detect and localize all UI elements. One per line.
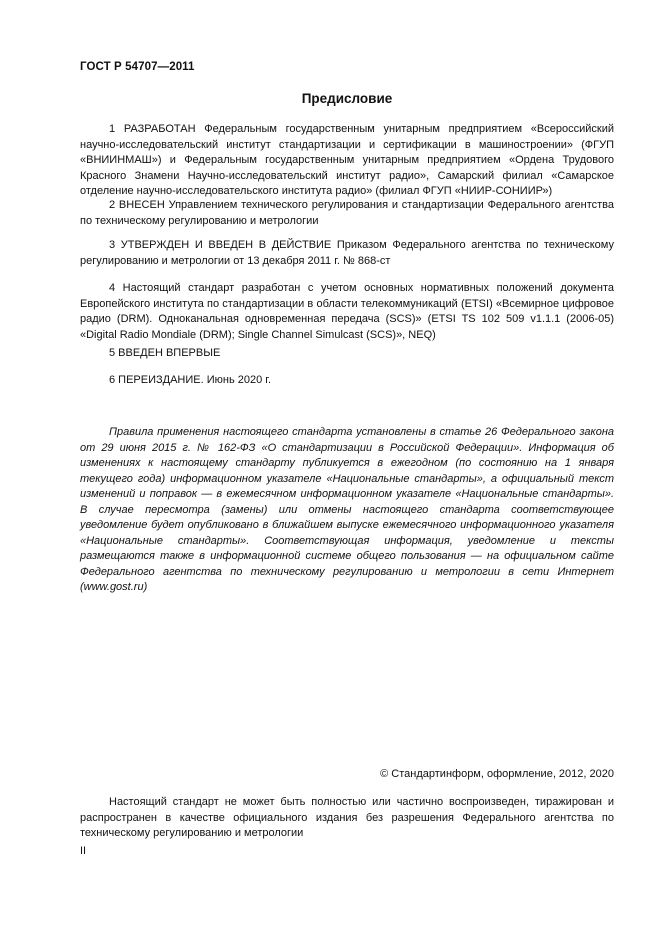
reproduction-notice: Настоящий стандарт не может быть полностью или частично воспроизведен, тиражирован и распространен в качестве официального издания без разрешения Федерального агентства по техническому регулированию и метрологии (80, 796, 614, 839)
item-1-developed-by: 1 РАЗРАБОТАН Федеральным государственным унитарным предприятием «Всероссийский научно-исследовательский институт стандартизации и сертификации в машиностроении» (ФГУП «ВНИИНМАШ») и Федеральным государственным унитарным предприятием «Ордена Трудового Красного Знамени Научно-исследовательский институт радио», Самарский филиал «Самарское отделение научно-исследовательского института радио» (филиал ФГУП «НИИР-СОНИИР») (80, 123, 614, 197)
rules-notice: Правила применения настоящего стандарта установлены в статье 26 Федерального закона от 29 июня 2015 г. № 162-ФЗ «О стандартизации в Российской Федерации». Информация об изменениях к настоящему стандарту публикуется в ежегодном (по состоянию на 1 января текущего года) информационном указателе «Национальные стандарты», а официальный текст изменений и поправок — в ежемесячном информационном указателе «Национальные стандарты». В случае пересмотра (замены) или отмены настоящего стандарта соответствующее уведомление будет опубликовано в ближайшем выпуске ежемесячного информационного указателя «Национальные стандарты». Соответствующая информация, уведомление и тексты размещаются также в информационной системе общего пользования — на официальном сайте Федерального агентства по техническому регулированию и метрологии в сети Интернет (www.gost.ru) (80, 426, 614, 593)
page-number: II (80, 845, 87, 857)
item-3-approved: 3 УТВЕРЖДЕН И ВВЕДЕН В ДЕЙСТВИЕ Приказом Федерального агентства по техническому регулированию и метрологии от 13 декабря 2011 г. № 868-ст (80, 239, 614, 267)
standard-code: ГОСТ Р 54707—2011 (80, 61, 195, 73)
item-4-based-on: 4 Настоящий стандарт разработан с учетом основных нормативных положений документа Европейского института по стандартизации в области телекоммуникаций (ETSI) «Всемирное цифровое радио (DRM). Одноканальная одновременная передача (SCS)» (ETSI TS 102 509 v1.1.1 (2006-05) «Digital Radio Mondiale (DRM); Single Channel Simulcast (SCS)», NEQ) (80, 282, 614, 341)
item-2-submitted-by: 2 ВНЕСЕН Управлением технического регулирования и стандартизации Федерального агентства по техническому регулированию и метрологии (80, 199, 614, 227)
item-5-introduced-first: 5 ВВЕДЕН ВПЕРВЫЕ (109, 347, 221, 359)
page-title: Предисловие (301, 91, 393, 106)
item-6-reissue: 6 ПЕРЕИЗДАНИЕ. Июнь 2020 г. (109, 374, 271, 386)
copyright-line: © Стандартинформ, оформление, 2012, 2020 (380, 768, 614, 780)
